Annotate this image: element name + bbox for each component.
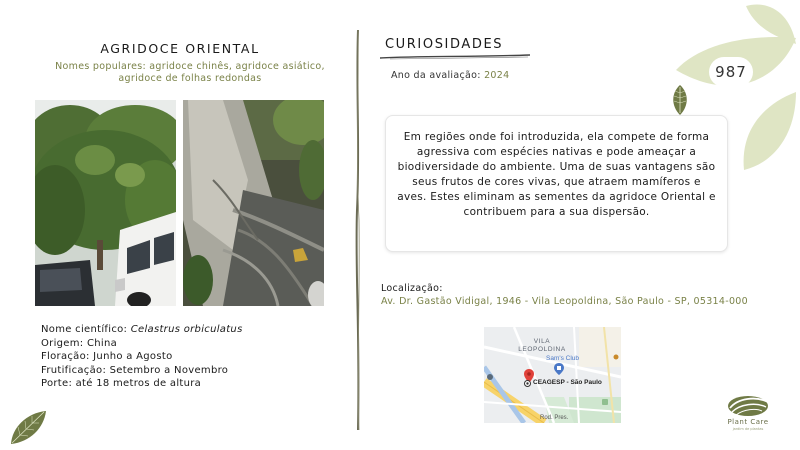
map-district-line-1: VILA <box>533 338 551 345</box>
popular-names <box>40 61 340 85</box>
curiosities-text-box <box>385 115 728 252</box>
curiosities-title: CURIOSIDADES <box>385 37 504 52</box>
plant-care-logo-icon <box>726 392 770 418</box>
scientific-name-value: Celastrus orbiculatus <box>130 324 243 335</box>
popular-names-line-1: Nomes populares: agridoce chinês, agridoce asiático, <box>55 61 325 72</box>
plant-title: AGRIDOCE ORIENTAL <box>100 41 260 56</box>
plant-id-badge: 987 <box>709 57 753 87</box>
location-map[interactable] <box>484 327 621 423</box>
map-district-label <box>512 338 572 354</box>
map-store-label: Sam's Club <box>546 355 580 362</box>
curiosities-text: Em regiões onde foi introduzida, ela compete de forma agressiva com espécies nativas e pode ameaçar a biodiversidade do ambiente. Uma de suas vantagens são seus frutos de cores vivas, que atraem mamíferos e aves. Estes eliminam as sementes da agridoce Oriental e contribuem para a sua dispersão. <box>397 131 716 218</box>
size: Porte: até 18 metros de altura <box>41 378 202 389</box>
map-district-line-2: LEOPOLDINA <box>518 346 566 353</box>
decorative-small-leaf-icon <box>670 84 690 116</box>
plant-photo-vine-on-trunk <box>183 100 324 306</box>
plant-photo-vine-over-van <box>35 100 176 306</box>
evaluation-year <box>391 70 509 81</box>
shopping-bag-icon <box>554 363 564 375</box>
fruiting: Frutificação: Setembro a Novembro <box>41 364 229 376</box>
decorative-leaf-bottom-left-icon <box>8 408 48 446</box>
location-address: Av. Dr. Gastão Vidigal, 1946 - Vila Leopoldina, São Paulo - SP, 05314-000 <box>381 296 748 307</box>
brand-name: Plant Care <box>727 418 769 426</box>
flowering: Floração: Junho a Agosto <box>41 351 173 362</box>
vertical-divider <box>348 30 368 430</box>
title-underline <box>380 53 530 61</box>
evaluation-year-value: 2024 <box>484 70 510 81</box>
poi-marker-icon <box>524 380 531 387</box>
scientific-name <box>41 323 243 337</box>
origin: Origem: China <box>41 337 118 349</box>
scientific-name-label: Nome científico: <box>41 324 131 335</box>
map-pin-label: CEAGESP - São Paulo <box>533 379 602 386</box>
brand-tagline: jardim de plantas <box>732 427 764 431</box>
evaluation-year-label: Ano da avaliação: <box>391 70 485 81</box>
map-road-label: Rod. Pres. <box>540 415 569 421</box>
location-label: Localização: <box>381 283 443 294</box>
plant-facts <box>41 323 243 391</box>
popular-names-line-2: agridoce de folhas redondas <box>118 73 262 84</box>
